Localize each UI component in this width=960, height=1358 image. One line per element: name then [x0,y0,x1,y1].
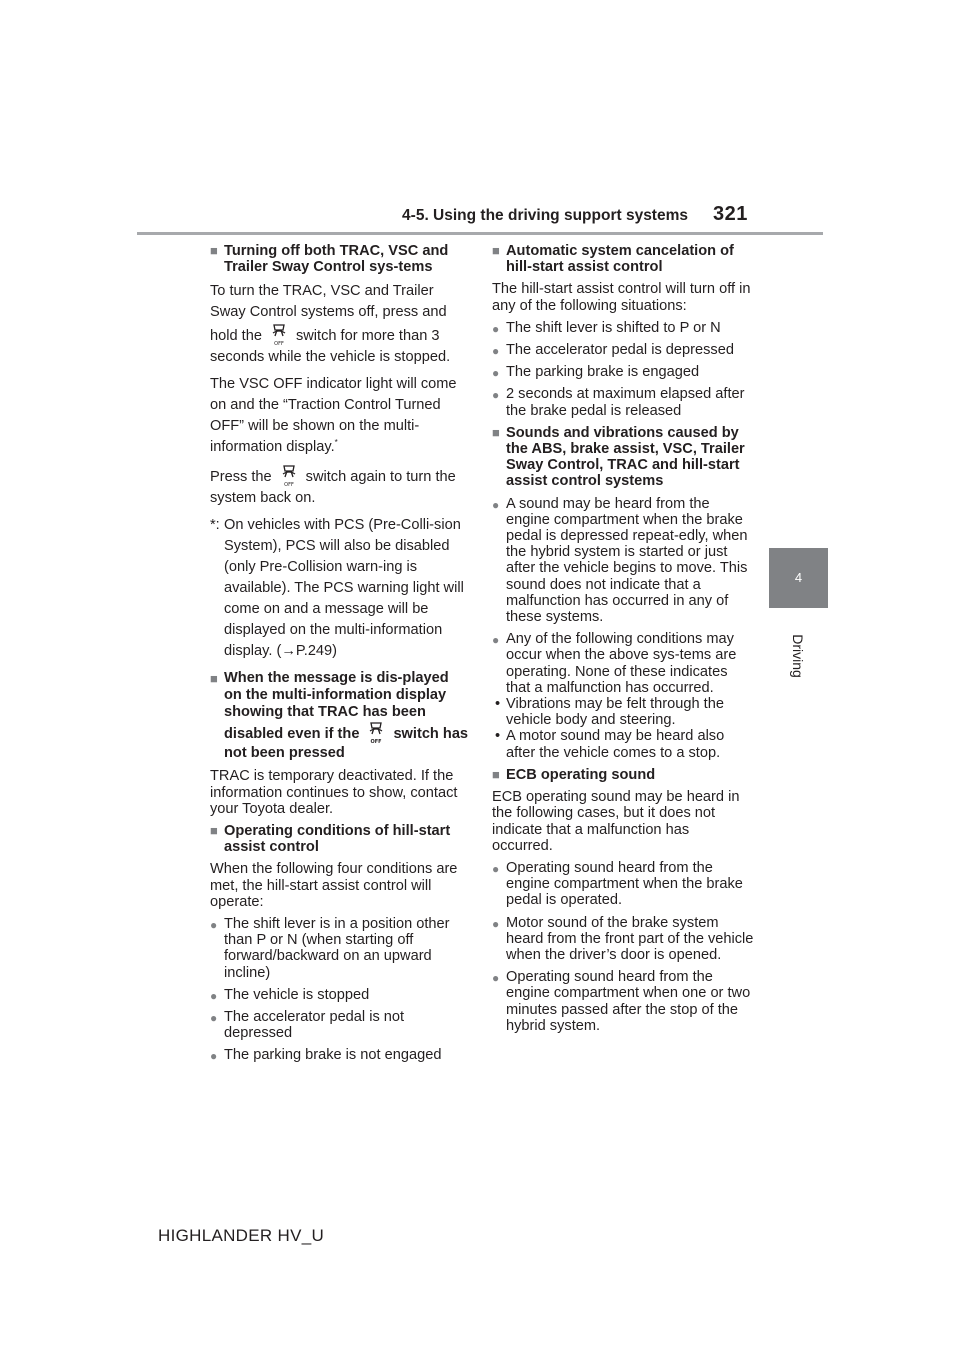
svg-text:OFF: OFF [274,341,284,348]
circle-bullet-icon: ● [210,1049,218,1064]
heading-sounds-vibrations: ■ Sounds and vibrations caused by the ABS, brake assist, VSC, Trailer Sway Control, TRAC and hill-start assist control systems [492,424,745,490]
list-item: ● The vehicle is stopped [210,986,370,1003]
square-bullet-icon: ■ [492,243,500,258]
paragraph-four-conditions: When the following four conditions are met, the hill-start assist control will operate: [210,861,458,910]
list-item: ● The shift lever is in a position other than P or N (when starting off forward/backward on an upward incline) [210,916,450,981]
chapter-label: Driving [790,634,806,678]
list-item: ● Operating sound heard from the engine compartment when one or two minutes passed after the stop of the hybrid system. [492,969,751,1034]
vsc-off-switch-icon [278,464,300,488]
list-item: ● A sound may be heard from the engine compartment when the brake pedal is depressed repeat-edly, when the hybrid system is started or just after the vehicle begins to move. This sound does not indicate that a malfunction has occurred in any of these systems. [492,495,748,626]
heading-operating-conditions: ■ Operating conditions of hill-start assist control [210,823,451,856]
left-column [210,243,470,1070]
list-item: ● The shift lever is shifted to P or N [492,319,721,336]
model-footer: HIGHLANDER HV_U [158,1226,325,1245]
paragraph-press-again: Press the OFF switch again to turn the system back on. [210,464,470,509]
list-item: ● The accelerator pedal is depressed [492,342,734,359]
vsc-off-switch-icon [365,721,387,745]
square-bullet-icon: ■ [492,424,500,440]
footnote-pcs: *: On vehicles with PCS (Pre-Colli-sion System), PCS will also be disabled (only Pre-Collision warn-ing is available). The PCS warning light will come on and a message will be displayed on the multi-information display. (→P.249) [210,517,464,660]
square-bullet-icon: ■ [210,243,218,258]
circle-bullet-icon: ● [210,1011,218,1026]
sub-list-item: • A motor sound may be heard also after the vehicle comes to a stop. [495,728,725,761]
circle-bullet-icon: ● [492,344,500,359]
paragraph-turn-off: To turn the TRAC, VSC and Trailer Sway Control systems off, press and hold the OFF switch for more than 3 seconds while the vehicle is stopped. [210,283,451,366]
circle-bullet-icon: ● [492,916,500,931]
sub-list-item: • Vibrations may be felt through the vehicle body and steering. [495,696,724,729]
paragraph-indicator: The VSC OFF indicator light will come on and the “Traction Control Turned OFF” will be shown on the multi-information display.* [210,376,457,456]
section-title: 4-5. Using the driving support systems [402,207,688,224]
heading-ecb-sound: ■ ECB operating sound [492,766,656,783]
circle-bullet-icon: ● [492,321,500,336]
vsc-off-switch-icon [268,323,290,347]
paragraph-trac-deactivated: TRAC is temporary deactivated. If the information continues to show, contact your Toyota dealer. [210,768,458,817]
list-item: ● Any of the following conditions may occur when the above sys-tems are operating. None of these indicates that a malfunction has occurred. [492,631,737,696]
header-divider [137,232,823,235]
paragraph-turn-off-situations: The hill-start assist control will turn off in any of the following situations: [492,281,751,314]
circle-bullet-icon: ● [492,497,500,512]
square-bullet-icon: ■ [210,823,218,839]
svg-text:OFF: OFF [283,482,294,489]
list-item: ● The parking brake is not engaged [210,1047,442,1064]
list-item: ● The parking brake is engaged [492,364,700,381]
list-item: ● Operating sound heard from the engine compartment when the brake pedal is operated. [492,859,743,909]
circle-bullet-icon: ● [210,988,218,1003]
square-bullet-icon: ■ [492,766,500,782]
heading-message-displayed: ■ When the message is dis-played on the multi-information display showing that TRAC has been disabled even if the OFF switch has not been pressed [210,670,469,762]
circle-bullet-icon: ● [492,388,500,403]
heading-automatic-cancelation: ■ Automatic system cancelation of hill-start assist control [492,243,734,276]
list-item: ● 2 seconds at maximum elapsed after the brake pedal is released [492,386,745,419]
heading-turning-off: ■ Turning off both TRAC, VSC and Trailer Sway Control sys-tems [210,243,449,276]
circle-bullet-icon: ● [492,861,500,876]
page-number: 321 [713,203,748,225]
list-item: ● Motor sound of the brake system heard from the front part of the vehicle when the driver’s door is opened. [492,914,754,963]
circle-bullet-icon: ● [210,918,218,933]
circle-bullet-icon: ● [492,633,500,648]
chapter-number-tab: 4 [769,548,828,608]
circle-bullet-icon: ● [492,366,500,381]
list-item: ● The accelerator pedal is not depressed [210,1009,405,1042]
square-bullet-icon: ■ [210,671,218,687]
paragraph-ecb-sound: ECB operating sound may be heard in the following cases, but it does not indicate that a malfunction has occurred. [492,789,740,854]
circle-bullet-icon: ● [492,971,500,986]
svg-text:OFF: OFF [370,739,382,746]
right-column [492,243,754,1040]
